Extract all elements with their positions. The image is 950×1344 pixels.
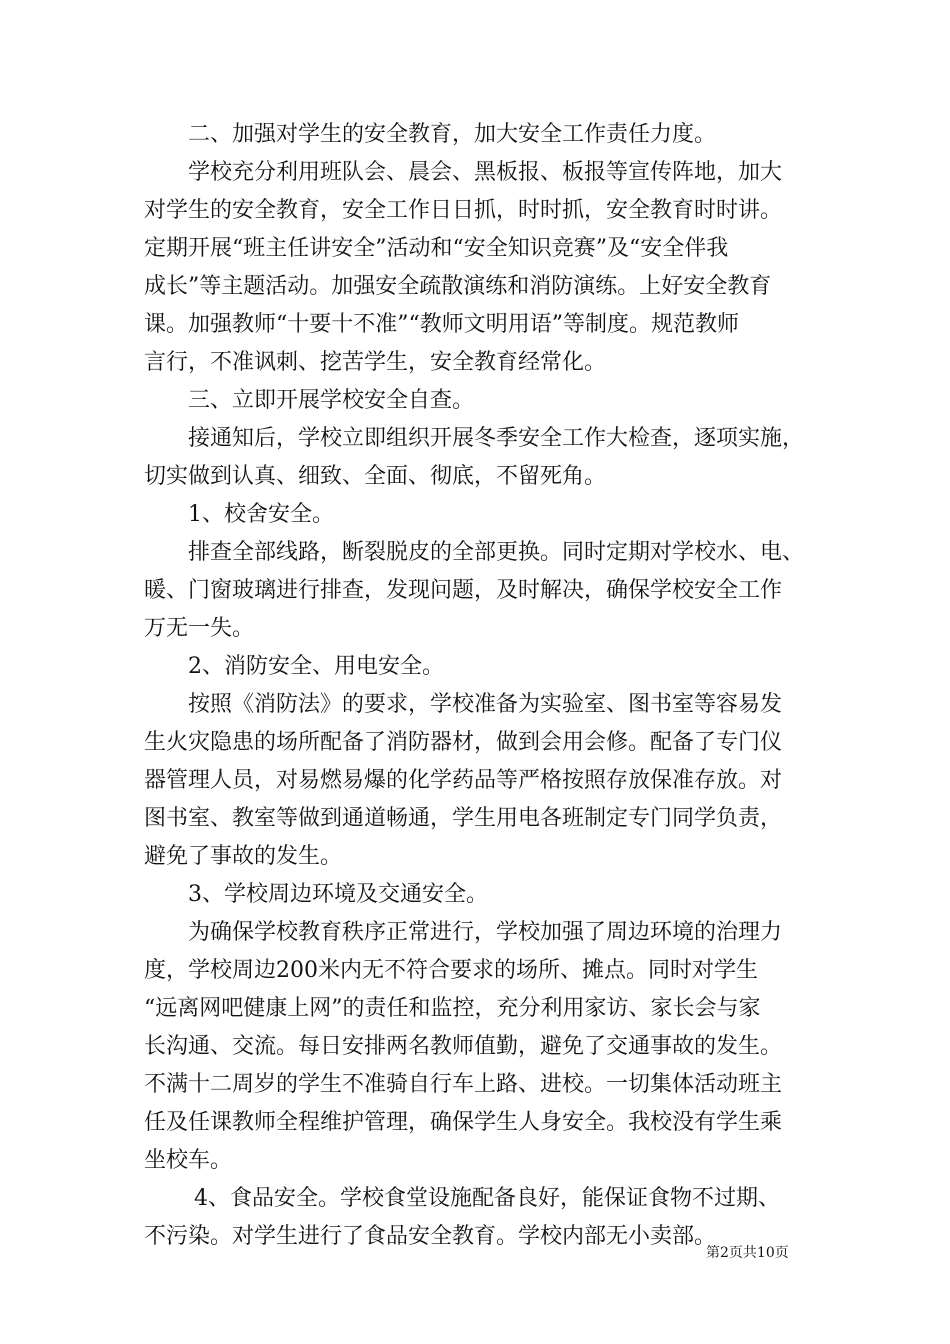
paragraph-line: 图书室、教室等做到通道畅通，学生用电各班制定专门同学负责，	[144, 806, 783, 831]
section-heading-3: 三、立即开展学校安全自查。	[188, 388, 475, 413]
paragraph-line: 切实做到认真、细致、全面、彻底，不留死角。	[144, 464, 607, 489]
paragraph-line: “远离网吧健康上网”的责任和监控，充分利用家访、家长会与家	[144, 996, 761, 1021]
subsection-heading-4: 4、食品安全。学校食堂设施配备良好，能保证食物不过期、	[194, 1186, 780, 1211]
subsection-heading-2: 2、消防安全、用电安全。	[188, 654, 444, 679]
paragraph-line: 避免了事故的发生。	[144, 844, 343, 869]
paragraph-line: 不污染。对学生进行了食品安全教育。学校内部无小卖部。	[144, 1224, 717, 1249]
section-heading-2: 二、加强对学生的安全教育，加大安全工作责任力度。	[188, 122, 717, 147]
paragraph-line: 接通知后，学校立即组织开展冬季安全工作大检查，逐项实施，	[188, 426, 805, 451]
paragraph-line: 言行，不准讽刺、挖苦学生，安全教育经常化。	[144, 350, 607, 375]
paragraph-line: 成长”等主题活动。加强安全疏散演练和消防演练。上好安全教育	[144, 274, 772, 299]
paragraph-line: 定期开展“班主任讲安全”活动和“安全知识竞赛”及“安全伴我	[144, 236, 729, 261]
page-number-footer: 第2页共10页	[706, 1245, 789, 1261]
paragraph-line: 器管理人员，对易燃易爆的化学药品等严格按照存放保准存放。对	[144, 768, 783, 793]
paragraph-line: 学校充分利用班队会、晨会、黑板报、板报等宣传阵地，加大	[188, 160, 783, 185]
paragraph-line: 排查全部线路，断裂脱皮的全部更换。同时定期对学校水、电、	[188, 540, 805, 565]
paragraph-line: 课。加强教师“十要十不准”“教师文明用语”等制度。规范教师	[144, 312, 739, 337]
paragraph-line: 生火灾隐患的场所配备了消防器材，做到会用会修。配备了专门仪	[144, 730, 783, 755]
paragraph-line: 万无一失。	[144, 616, 255, 641]
paragraph-line: 为确保学校教育秩序正常进行，学校加强了周边环境的治理力	[188, 920, 783, 945]
paragraph-line: 不满十二周岁的学生不准骑自行车上路、进校。一切集体活动班主	[144, 1072, 783, 1097]
paragraph-line: 对学生的安全教育，安全工作日日抓，时时抓，安全教育时时讲。	[144, 198, 783, 223]
paragraph-line: 度，学校周边200米内无不符合要求的场所、摊点。同时对学生	[144, 958, 758, 983]
paragraph-line: 坐校车。	[144, 1148, 233, 1173]
paragraph-line: 任及任课教师全程维护管理，确保学生人身安全。我校没有学生乘	[144, 1110, 783, 1135]
paragraph-line: 长沟通、交流。每日安排两名教师值勤，避免了交通事故的发生。	[144, 1034, 783, 1059]
paragraph-line: 暖、门窗玻璃进行排查，发现问题，及时解决，确保学校安全工作	[144, 578, 783, 603]
subsection-heading-1: 1、校舍安全。	[188, 502, 334, 527]
paragraph-line: 按照《消防法》的要求，学校准备为实验室、图书室等容易发	[188, 692, 783, 717]
subsection-heading-3: 3、学校周边环境及交通安全。	[188, 882, 488, 907]
